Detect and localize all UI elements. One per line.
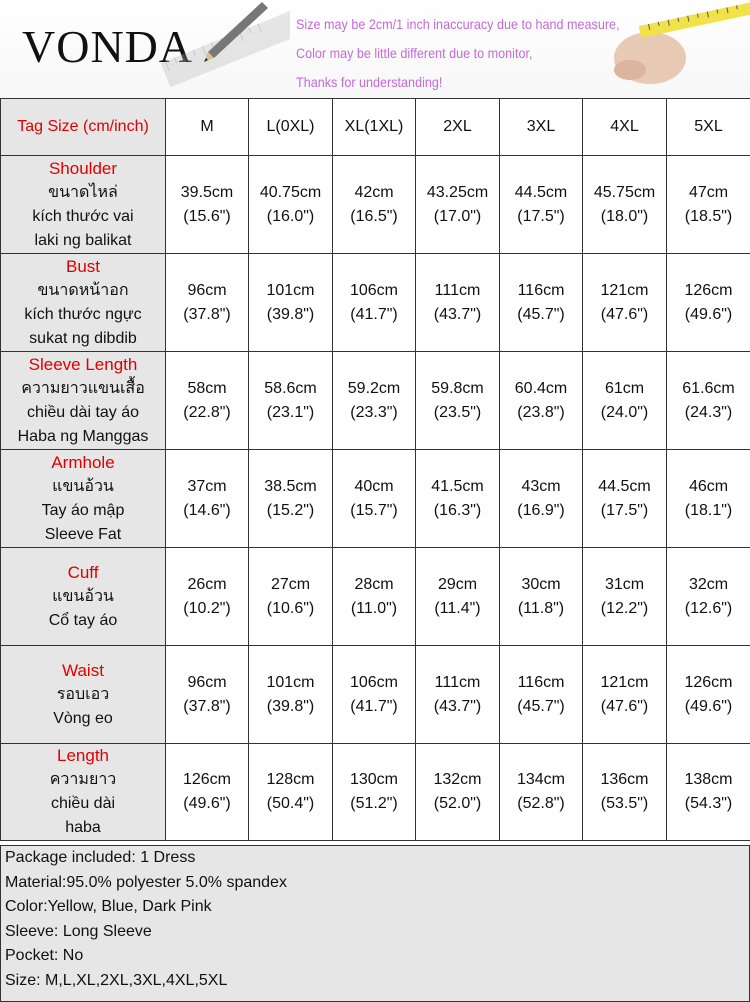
size-header-cell: 3XL xyxy=(500,99,583,156)
measurement-value-cell xyxy=(500,352,583,450)
measurement-translation: Haba ng Manggas xyxy=(1,425,165,449)
measurement-translation: haba xyxy=(1,816,165,840)
measurement-value-cell xyxy=(583,548,667,646)
value-inch: (47.6") xyxy=(583,303,666,327)
measurement-value-cell xyxy=(500,548,583,646)
measurement-value-cell xyxy=(583,156,667,254)
table-row xyxy=(1,744,750,841)
measurement-value-cell xyxy=(583,254,667,352)
value-cm: 30cm xyxy=(500,573,582,597)
size-header-cell: XL(1XL) xyxy=(333,99,416,156)
value-inch: (15.2") xyxy=(249,499,332,523)
value-cm: 43cm xyxy=(500,475,582,499)
value-cm: 60.4cm xyxy=(500,377,582,401)
value-inch: (16.9") xyxy=(500,499,582,523)
measurement-value-cell xyxy=(333,450,416,548)
ruler-pencil-icon xyxy=(150,0,290,98)
measurement-translation: Tay áo mập xyxy=(1,499,165,523)
measurement-value-cell xyxy=(166,450,249,548)
measurement-translation: แขนอ้วน xyxy=(1,475,165,499)
value-cm: 46cm xyxy=(667,475,750,499)
table-row xyxy=(1,548,750,646)
value-inch: (43.7") xyxy=(416,303,499,327)
value-cm: 38.5cm xyxy=(249,475,332,499)
note-line: Thanks for understanding! xyxy=(296,68,584,97)
value-inch: (17.5") xyxy=(583,499,666,523)
measurement-value-cell xyxy=(166,646,249,744)
value-inch: (15.6") xyxy=(166,205,248,229)
value-cm: 130cm xyxy=(333,768,415,792)
value-inch: (23.3") xyxy=(333,401,415,425)
measurement-translation: sukat ng dibdib xyxy=(1,327,165,351)
value-inch: (17.0") xyxy=(416,205,499,229)
value-inch: (52.0") xyxy=(416,792,499,816)
measurement-value-cell xyxy=(416,744,500,841)
measurement-value-cell xyxy=(667,352,750,450)
measurement-value-cell xyxy=(583,646,667,744)
value-cm: 58.6cm xyxy=(249,377,332,401)
measurement-translation: Vòng eo xyxy=(1,707,165,731)
value-inch: (10.2") xyxy=(166,597,248,621)
measurement-value-cell xyxy=(416,646,500,744)
measurement-value-cell xyxy=(416,548,500,646)
value-cm: 136cm xyxy=(583,768,666,792)
value-inch: (17.5") xyxy=(500,205,582,229)
measurement-value-cell xyxy=(166,156,249,254)
value-cm: 59.8cm xyxy=(416,377,499,401)
measurement-value-cell xyxy=(667,548,750,646)
table-row xyxy=(1,254,750,352)
value-inch: (45.7") xyxy=(500,303,582,327)
value-inch: (22.8") xyxy=(166,401,248,425)
measurement-label-cell xyxy=(1,254,166,352)
info-sizes: Size: M,L,XL,2XL,3XL,4XL,5XL xyxy=(1,969,749,994)
measurement-translation: ความยาว xyxy=(1,768,165,792)
value-inch: (11.8") xyxy=(500,597,582,621)
value-inch: (49.6") xyxy=(667,303,750,327)
value-cm: 106cm xyxy=(333,279,415,303)
measurement-value-cell xyxy=(166,744,249,841)
value-inch: (39.8") xyxy=(249,695,332,719)
measurement-translation: ขนาดหน้าอก xyxy=(1,279,165,303)
product-info-block xyxy=(0,845,750,1002)
measurement-value-cell xyxy=(249,352,333,450)
value-inch: (24.3") xyxy=(667,401,750,425)
value-inch: (49.6") xyxy=(667,695,750,719)
value-cm: 26cm xyxy=(166,573,248,597)
measurement-value-cell xyxy=(333,744,416,841)
measurement-value-cell xyxy=(667,646,750,744)
measurement-translation: Sleeve Fat xyxy=(1,523,165,547)
value-cm: 29cm xyxy=(416,573,499,597)
value-cm: 126cm xyxy=(667,671,750,695)
value-cm: 116cm xyxy=(500,279,582,303)
value-cm: 111cm xyxy=(416,279,499,303)
value-cm: 40.75cm xyxy=(249,181,332,205)
size-header-cell: M xyxy=(166,99,249,156)
value-cm: 37cm xyxy=(166,475,248,499)
value-cm: 27cm xyxy=(249,573,332,597)
value-cm: 41.5cm xyxy=(416,475,499,499)
value-inch: (14.6") xyxy=(166,499,248,523)
value-inch: (52.8") xyxy=(500,792,582,816)
value-inch: (15.7") xyxy=(333,499,415,523)
value-inch: (16.3") xyxy=(416,499,499,523)
header-banner xyxy=(0,0,750,98)
measurement-value-cell xyxy=(583,450,667,548)
measurement-translation: Cổ tay áo xyxy=(1,609,165,633)
info-package: Package included: 1 Dress xyxy=(1,846,749,871)
size-header-cell: 2XL xyxy=(416,99,500,156)
value-cm: 44.5cm xyxy=(583,475,666,499)
measurement-name: Sleeve Length xyxy=(1,353,165,377)
info-material: Material:95.0% polyester 5.0% spandex xyxy=(1,871,749,896)
note-line: Color may be little different due to monitor, xyxy=(296,39,584,68)
measurement-value-cell xyxy=(667,156,750,254)
value-cm: 126cm xyxy=(667,279,750,303)
value-inch: (39.8") xyxy=(249,303,332,327)
value-cm: 32cm xyxy=(667,573,750,597)
measurement-value-cell xyxy=(333,156,416,254)
value-cm: 47cm xyxy=(667,181,750,205)
value-cm: 111cm xyxy=(416,671,499,695)
measurement-value-cell xyxy=(500,450,583,548)
value-cm: 39.5cm xyxy=(166,181,248,205)
value-inch: (12.2") xyxy=(583,597,666,621)
value-cm: 116cm xyxy=(500,671,582,695)
measurement-name: Length xyxy=(1,744,165,768)
info-color: Color:Yellow, Blue, Dark Pink xyxy=(1,895,749,920)
value-inch: (23.8") xyxy=(500,401,582,425)
value-cm: 45.75cm xyxy=(583,181,666,205)
value-cm: 121cm xyxy=(583,671,666,695)
measurement-value-cell xyxy=(416,352,500,450)
table-row xyxy=(1,156,750,254)
value-inch: (37.8") xyxy=(166,303,248,327)
measurement-value-cell xyxy=(333,548,416,646)
measurement-value-cell xyxy=(500,156,583,254)
value-cm: 96cm xyxy=(166,671,248,695)
measurement-value-cell xyxy=(583,352,667,450)
measurement-value-cell xyxy=(500,646,583,744)
measurement-value-cell xyxy=(416,156,500,254)
measurement-translation: laki ng balikat xyxy=(1,229,165,253)
value-cm: 138cm xyxy=(667,768,750,792)
measurement-value-cell xyxy=(583,744,667,841)
value-inch: (16.0") xyxy=(249,205,332,229)
value-cm: 101cm xyxy=(249,279,332,303)
value-cm: 61.6cm xyxy=(667,377,750,401)
info-sleeve: Sleeve: Long Sleeve xyxy=(1,920,749,945)
value-inch: (41.7") xyxy=(333,303,415,327)
value-cm: 101cm xyxy=(249,671,332,695)
value-inch: (18.0") xyxy=(583,205,666,229)
measurement-name: Bust xyxy=(1,255,165,279)
measurement-value-cell xyxy=(667,744,750,841)
value-inch: (16.5") xyxy=(333,205,415,229)
value-inch: (23.1") xyxy=(249,401,332,425)
value-inch: (11.4") xyxy=(416,597,499,621)
measurement-translation: แขนอ้วน xyxy=(1,585,165,609)
measurement-value-cell xyxy=(416,254,500,352)
value-inch: (41.7") xyxy=(333,695,415,719)
measurement-value-cell xyxy=(667,450,750,548)
table-row xyxy=(1,646,750,744)
measurement-value-cell xyxy=(166,352,249,450)
measurement-value-cell xyxy=(249,156,333,254)
measurement-name: Waist xyxy=(1,659,165,683)
value-cm: 58cm xyxy=(166,377,248,401)
measurement-value-cell xyxy=(416,450,500,548)
measurement-translation: kích thước vai xyxy=(1,205,165,229)
measurement-value-cell xyxy=(500,254,583,352)
measurement-label-cell xyxy=(1,352,166,450)
value-cm: 121cm xyxy=(583,279,666,303)
value-cm: 106cm xyxy=(333,671,415,695)
measurement-value-cell xyxy=(333,352,416,450)
value-inch: (50.4") xyxy=(249,792,332,816)
measurement-label-cell xyxy=(1,156,166,254)
measurement-value-cell xyxy=(333,646,416,744)
size-header-cell: L(0XL) xyxy=(249,99,333,156)
table-header-row xyxy=(1,99,750,156)
table-row xyxy=(1,352,750,450)
value-inch: (23.5") xyxy=(416,401,499,425)
measurement-name: Cuff xyxy=(1,561,165,585)
value-inch: (45.7") xyxy=(500,695,582,719)
value-inch: (49.6") xyxy=(166,792,248,816)
value-inch: (37.8") xyxy=(166,695,248,719)
measurement-name: Armhole xyxy=(1,451,165,475)
measurement-translation: chiều dài xyxy=(1,792,165,816)
measurement-translation: kích thước ngực xyxy=(1,303,165,327)
value-inch: (51.2") xyxy=(333,792,415,816)
value-inch: (18.1") xyxy=(667,499,750,523)
measurement-translation: ขนาดไหล่ xyxy=(1,181,165,205)
value-cm: 132cm xyxy=(416,768,499,792)
value-inch: (11.0") xyxy=(333,597,415,621)
measurement-label-cell xyxy=(1,450,166,548)
measurement-value-cell xyxy=(249,254,333,352)
value-inch: (24.0") xyxy=(583,401,666,425)
measurement-value-cell xyxy=(249,646,333,744)
value-cm: 44.5cm xyxy=(500,181,582,205)
measurement-value-cell xyxy=(249,744,333,841)
hand-tape-measure-icon xyxy=(600,0,750,98)
value-inch: (18.5") xyxy=(667,205,750,229)
measurement-value-cell xyxy=(667,254,750,352)
measurement-translation: รอบเอว xyxy=(1,683,165,707)
value-cm: 134cm xyxy=(500,768,582,792)
measurement-translation: chiều dài tay áo xyxy=(1,401,165,425)
value-inch: (54.3") xyxy=(667,792,750,816)
value-cm: 126cm xyxy=(166,768,248,792)
info-pocket: Pocket: No xyxy=(1,944,749,969)
brand-logo: VONDA xyxy=(22,20,193,73)
measurement-label-cell xyxy=(1,548,166,646)
measurement-value-cell xyxy=(249,548,333,646)
measurement-value-cell xyxy=(333,254,416,352)
value-cm: 28cm xyxy=(333,573,415,597)
measurement-value-cell xyxy=(166,254,249,352)
measurement-label-cell xyxy=(1,646,166,744)
note-line: Size may be 2cm/1 inch inaccuracy due to hand measure, xyxy=(296,10,584,39)
measurement-value-cell xyxy=(249,450,333,548)
measurement-value-cell xyxy=(166,548,249,646)
value-cm: 59.2cm xyxy=(333,377,415,401)
measurement-name: Shoulder xyxy=(1,157,165,181)
size-header-cell: 5XL xyxy=(667,99,750,156)
measurement-translation: ความยาวแขนเสื้อ xyxy=(1,377,165,401)
value-cm: 43.25cm xyxy=(416,181,499,205)
size-chart-table xyxy=(0,98,750,841)
value-inch: (47.6") xyxy=(583,695,666,719)
value-inch: (12.6") xyxy=(667,597,750,621)
value-cm: 31cm xyxy=(583,573,666,597)
value-inch: (43.7") xyxy=(416,695,499,719)
value-cm: 96cm xyxy=(166,279,248,303)
value-cm: 128cm xyxy=(249,768,332,792)
value-inch: (10.6") xyxy=(249,597,332,621)
measurement-label-cell xyxy=(1,744,166,841)
value-cm: 61cm xyxy=(583,377,666,401)
table-row xyxy=(1,450,750,548)
measurement-value-cell xyxy=(500,744,583,841)
disclaimer-notes xyxy=(296,10,616,97)
value-cm: 40cm xyxy=(333,475,415,499)
value-inch: (53.5") xyxy=(583,792,666,816)
tag-size-header: Tag Size (cm/inch) xyxy=(1,99,166,156)
size-header-cell: 4XL xyxy=(583,99,667,156)
value-cm: 42cm xyxy=(333,181,415,205)
